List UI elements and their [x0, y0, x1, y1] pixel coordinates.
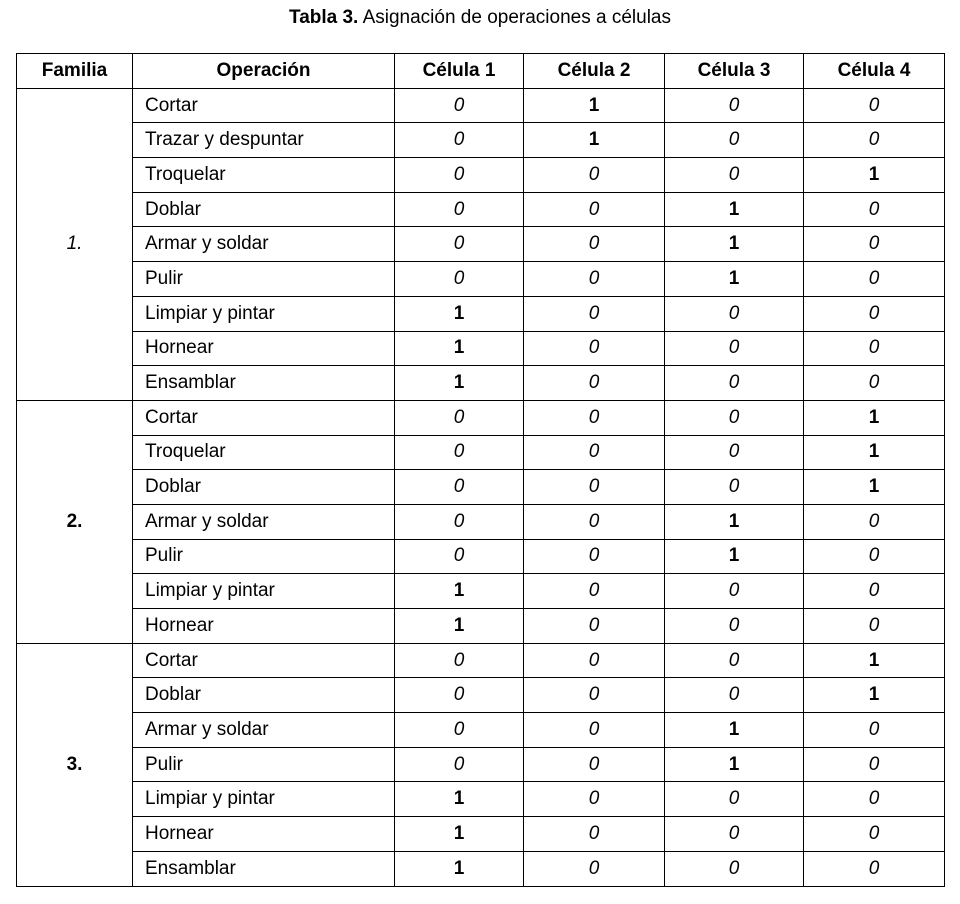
cell-value-celula-4: 0 [804, 574, 945, 609]
cell-value-celula-3: 0 [665, 470, 804, 505]
table-row [17, 296, 945, 331]
operation-cell: Cortar [133, 643, 395, 678]
operation-cell: Limpiar y pintar [133, 574, 395, 609]
cell-value-celula-2: 0 [524, 851, 665, 886]
cell-value-celula-3: 1 [665, 192, 804, 227]
table-row [17, 504, 945, 539]
cell-value-celula-1: 0 [395, 504, 524, 539]
cell-value-celula-3: 1 [665, 227, 804, 262]
table-row [17, 192, 945, 227]
cell-value-celula-4: 0 [804, 331, 945, 366]
table-row [17, 88, 945, 123]
cell-value-celula-1: 0 [395, 747, 524, 782]
cell-value-celula-2: 1 [524, 88, 665, 123]
cell-value-celula-4: 0 [804, 713, 945, 748]
operation-cell: Limpiar y pintar [133, 782, 395, 817]
table-row [17, 643, 945, 678]
cell-value-celula-1: 0 [395, 192, 524, 227]
cell-value-celula-2: 0 [524, 470, 665, 505]
cell-value-celula-4: 1 [804, 678, 945, 713]
cell-value-celula-1: 0 [395, 158, 524, 193]
cell-value-celula-4: 0 [804, 782, 945, 817]
table-row [17, 713, 945, 748]
table-row [17, 747, 945, 782]
cell-value-celula-1: 1 [395, 366, 524, 401]
cell-value-celula-1: 1 [395, 331, 524, 366]
cell-value-celula-3: 1 [665, 713, 804, 748]
header-celula-4: Célula 4 [804, 54, 945, 89]
cell-value-celula-4: 0 [804, 539, 945, 574]
cell-value-celula-3: 0 [665, 158, 804, 193]
cell-value-celula-1: 1 [395, 851, 524, 886]
operation-cell: Hornear [133, 331, 395, 366]
header-operacion: Operación [133, 54, 395, 89]
cell-value-celula-1: 0 [395, 643, 524, 678]
cell-value-celula-4: 0 [804, 817, 945, 852]
operation-cell: Trazar y despuntar [133, 123, 395, 158]
table-row [17, 678, 945, 713]
family-label: 1. [17, 88, 133, 400]
table-row [17, 470, 945, 505]
cell-value-celula-1: 0 [395, 713, 524, 748]
cell-value-celula-3: 0 [665, 609, 804, 644]
cell-value-celula-3: 1 [665, 747, 804, 782]
cell-value-celula-2: 0 [524, 678, 665, 713]
operation-cell: Doblar [133, 192, 395, 227]
cell-value-celula-3: 1 [665, 539, 804, 574]
cell-value-celula-1: 0 [395, 470, 524, 505]
cell-value-celula-2: 0 [524, 713, 665, 748]
cell-value-celula-2: 0 [524, 504, 665, 539]
operation-cell: Hornear [133, 609, 395, 644]
cell-value-celula-3: 0 [665, 331, 804, 366]
operation-cell: Doblar [133, 678, 395, 713]
cell-value-celula-4: 1 [804, 400, 945, 435]
cell-value-celula-4: 0 [804, 504, 945, 539]
table-row [17, 158, 945, 193]
cell-value-celula-3: 0 [665, 435, 804, 470]
caption-label: Tabla 3. [289, 7, 359, 28]
operation-cell: Cortar [133, 400, 395, 435]
cell-value-celula-1: 1 [395, 782, 524, 817]
operation-cell: Troquelar [133, 158, 395, 193]
cell-value-celula-2: 0 [524, 400, 665, 435]
operation-cell: Limpiar y pintar [133, 296, 395, 331]
cell-value-celula-4: 1 [804, 435, 945, 470]
cell-value-celula-4: 0 [804, 747, 945, 782]
cell-value-celula-1: 1 [395, 609, 524, 644]
cell-value-celula-4: 0 [804, 192, 945, 227]
header-familia: Familia [17, 54, 133, 89]
cell-value-celula-2: 0 [524, 262, 665, 297]
table-row [17, 782, 945, 817]
table-row [17, 400, 945, 435]
table-body [17, 88, 945, 886]
cell-value-celula-3: 0 [665, 88, 804, 123]
header-row [17, 54, 945, 89]
operation-cell: Armar y soldar [133, 504, 395, 539]
cell-value-celula-3: 0 [665, 643, 804, 678]
cell-value-celula-2: 0 [524, 747, 665, 782]
cell-value-celula-4: 1 [804, 643, 945, 678]
cell-value-celula-2: 0 [524, 609, 665, 644]
cell-value-celula-2: 0 [524, 435, 665, 470]
family-label: 3. [17, 643, 133, 886]
cell-value-celula-2: 0 [524, 366, 665, 401]
table-row [17, 366, 945, 401]
cell-value-celula-3: 0 [665, 817, 804, 852]
operation-cell: Pulir [133, 747, 395, 782]
cell-value-celula-2: 0 [524, 817, 665, 852]
cell-value-celula-1: 0 [395, 227, 524, 262]
cell-value-celula-2: 0 [524, 331, 665, 366]
cell-value-celula-3: 1 [665, 262, 804, 297]
cell-value-celula-4: 1 [804, 158, 945, 193]
operation-cell: Pulir [133, 539, 395, 574]
cell-value-celula-4: 0 [804, 366, 945, 401]
header-celula-2: Célula 2 [524, 54, 665, 89]
operation-cell: Armar y soldar [133, 713, 395, 748]
cell-value-celula-4: 0 [804, 262, 945, 297]
cell-value-celula-4: 0 [804, 227, 945, 262]
operation-cell: Ensamblar [133, 366, 395, 401]
operation-cell: Troquelar [133, 435, 395, 470]
cell-value-celula-2: 0 [524, 782, 665, 817]
cell-value-celula-3: 1 [665, 504, 804, 539]
table-caption [0, 6, 960, 30]
cell-value-celula-2: 0 [524, 296, 665, 331]
table-row [17, 262, 945, 297]
cell-value-celula-1: 0 [395, 123, 524, 158]
cell-value-celula-2: 0 [524, 539, 665, 574]
table-row [17, 539, 945, 574]
cell-value-celula-2: 0 [524, 158, 665, 193]
cell-value-celula-2: 0 [524, 192, 665, 227]
cell-value-celula-4: 0 [804, 609, 945, 644]
header-celula-1: Célula 1 [395, 54, 524, 89]
cell-value-celula-1: 0 [395, 678, 524, 713]
operation-cell: Ensamblar [133, 851, 395, 886]
operation-cell: Hornear [133, 817, 395, 852]
cell-value-celula-3: 0 [665, 851, 804, 886]
cell-value-celula-1: 1 [395, 817, 524, 852]
cell-value-celula-4: 0 [804, 851, 945, 886]
cell-value-celula-3: 0 [665, 782, 804, 817]
cell-value-celula-3: 0 [665, 574, 804, 609]
table-row [17, 435, 945, 470]
caption-text: Asignación de operaciones a células [358, 7, 671, 28]
operation-cell: Armar y soldar [133, 227, 395, 262]
assignment-table [16, 53, 945, 887]
cell-value-celula-4: 0 [804, 123, 945, 158]
cell-value-celula-1: 0 [395, 88, 524, 123]
cell-value-celula-1: 0 [395, 262, 524, 297]
cell-value-celula-2: 1 [524, 123, 665, 158]
family-label: 2. [17, 400, 133, 643]
cell-value-celula-3: 0 [665, 123, 804, 158]
operation-cell: Pulir [133, 262, 395, 297]
cell-value-celula-1: 0 [395, 539, 524, 574]
cell-value-celula-3: 0 [665, 400, 804, 435]
cell-value-celula-3: 0 [665, 366, 804, 401]
cell-value-celula-1: 1 [395, 296, 524, 331]
cell-value-celula-1: 0 [395, 435, 524, 470]
cell-value-celula-2: 0 [524, 227, 665, 262]
cell-value-celula-3: 0 [665, 678, 804, 713]
cell-value-celula-4: 0 [804, 296, 945, 331]
cell-value-celula-4: 0 [804, 88, 945, 123]
header-celula-3: Célula 3 [665, 54, 804, 89]
cell-value-celula-2: 0 [524, 574, 665, 609]
cell-value-celula-4: 1 [804, 470, 945, 505]
table-row [17, 817, 945, 852]
table-row [17, 331, 945, 366]
cell-value-celula-1: 0 [395, 400, 524, 435]
table-row [17, 609, 945, 644]
table-row [17, 227, 945, 262]
operation-cell: Doblar [133, 470, 395, 505]
cell-value-celula-1: 1 [395, 574, 524, 609]
operation-cell: Cortar [133, 88, 395, 123]
table-row [17, 574, 945, 609]
cell-value-celula-3: 0 [665, 296, 804, 331]
table-row [17, 851, 945, 886]
table-row [17, 123, 945, 158]
cell-value-celula-2: 0 [524, 643, 665, 678]
